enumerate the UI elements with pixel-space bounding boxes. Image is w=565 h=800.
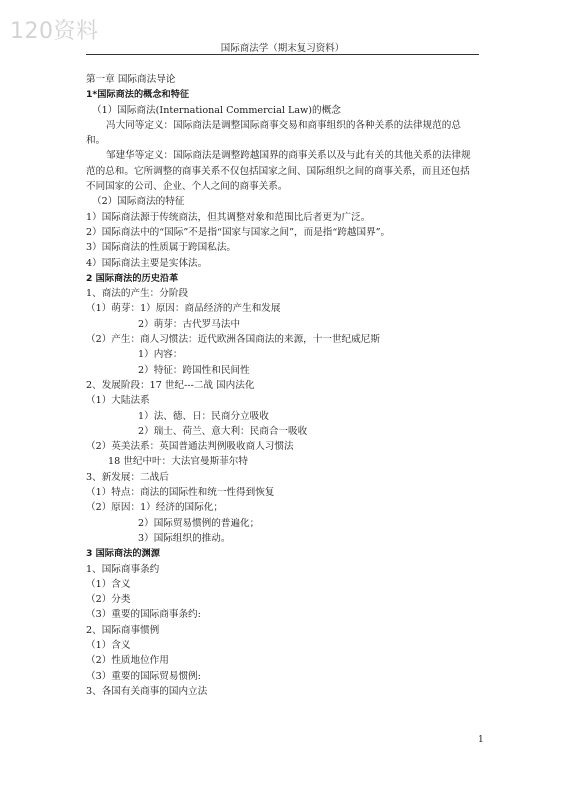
section-heading: 2 国际商法的历史沿革 <box>86 272 179 284</box>
list-item: 3）国际组织的推动。 <box>138 532 231 544</box>
list-item: （1）含义 <box>86 639 131 651</box>
list-item: （3）重要的国际贸易惯例: <box>86 670 201 682</box>
list-item: 1）内容： <box>138 349 183 361</box>
page-header-title: 国际商法学（期末复习资料） <box>220 43 345 54</box>
list-item: （1）大陆法系 <box>86 395 150 407</box>
list-item: 4）国际商法主要是实体法。 <box>86 257 208 269</box>
list-item: 2、国际商事惯例 <box>86 624 160 636</box>
list-item: 18 世纪中叶：大法官曼斯菲尔特 <box>108 456 248 468</box>
list-item: 2）萌芽：古代罗马法中 <box>138 318 241 330</box>
list-item: 1、商法的产生：分阶段 <box>86 288 189 300</box>
list-item: （1）特点：商法的国际性和统一性得到恢复 <box>86 487 275 499</box>
watermark-logo: 120资料 <box>10 19 99 44</box>
paragraph: 冯大同等定义：国际商法是调整国际商事交易和商事组织的各种关系的法律规范的总和。 <box>86 119 461 147</box>
list-item: 2、发展阶段：17 世纪---二战 国内法化 <box>86 379 255 391</box>
page-number: 1 <box>478 735 484 745</box>
paragraph: （1）国际商法(International Commercial Law)的概念 <box>92 104 341 116</box>
header-divider <box>86 54 479 55</box>
list-item: （2）原因：1）经济的国际化； <box>86 502 223 514</box>
list-item: （1）萌芽：1）原因：商品经济的产生和发展 <box>86 303 281 315</box>
chapter-title: 第一章 国际商法导论 <box>86 74 176 85</box>
section-heading: 1*国际商法的概念和特征 <box>86 89 190 101</box>
list-item: 2）特征：跨国性和民间性 <box>138 364 250 376</box>
list-item: （3）重要的国际商事条约: <box>86 609 201 621</box>
list-item: 3、新发展：二战后 <box>86 471 169 483</box>
document-body <box>86 72 479 699</box>
paragraph: 邹建华等定义：国际商法是调整跨越国界的商事关系以及与此有关的其他关系的法律规范的总和。它所调整的商事关系不仅包括国家之间、国际组织之间的商事关系，而且还包括不同国家的公司、企业、个人之间的商事关系。 <box>86 150 471 193</box>
section-heading: 3 国际商法的渊源 <box>86 548 160 560</box>
list-item: （2）分类 <box>86 594 131 606</box>
list-item: 3、各国有关商事的国内立法 <box>86 685 208 697</box>
list-item: 1）国际商法源于传统商法，但其调整对象和范围比后者更为广泛。 <box>86 211 371 223</box>
list-item: （2）性质地位作用 <box>86 655 169 667</box>
list-item: 1）法、德、日：民商分立吸收 <box>138 410 269 422</box>
list-item: 2）瑞士、荷兰、意大利：民商合一吸收 <box>138 425 308 437</box>
list-item: （2）产生：商人习惯法：近代欧洲各国商法的来源，十一世纪威尼斯 <box>86 334 380 346</box>
list-item: 3）国际商法的性质属于跨国私法。 <box>86 242 237 254</box>
list-item: 1、国际商事条约 <box>86 563 160 575</box>
list-item: 2）国际商法中的“国际”不是指“国家与国家之间”，而是指“跨越国界”。 <box>86 226 391 238</box>
list-item: （1）含义 <box>86 578 131 590</box>
list-item: （2）英美法系：英国普通法判例吸收商人习惯法 <box>86 441 294 453</box>
paragraph: （2）国际商法的特征 <box>92 196 185 208</box>
list-item: 2）国际贸易惯例的普遍化； <box>138 517 260 529</box>
